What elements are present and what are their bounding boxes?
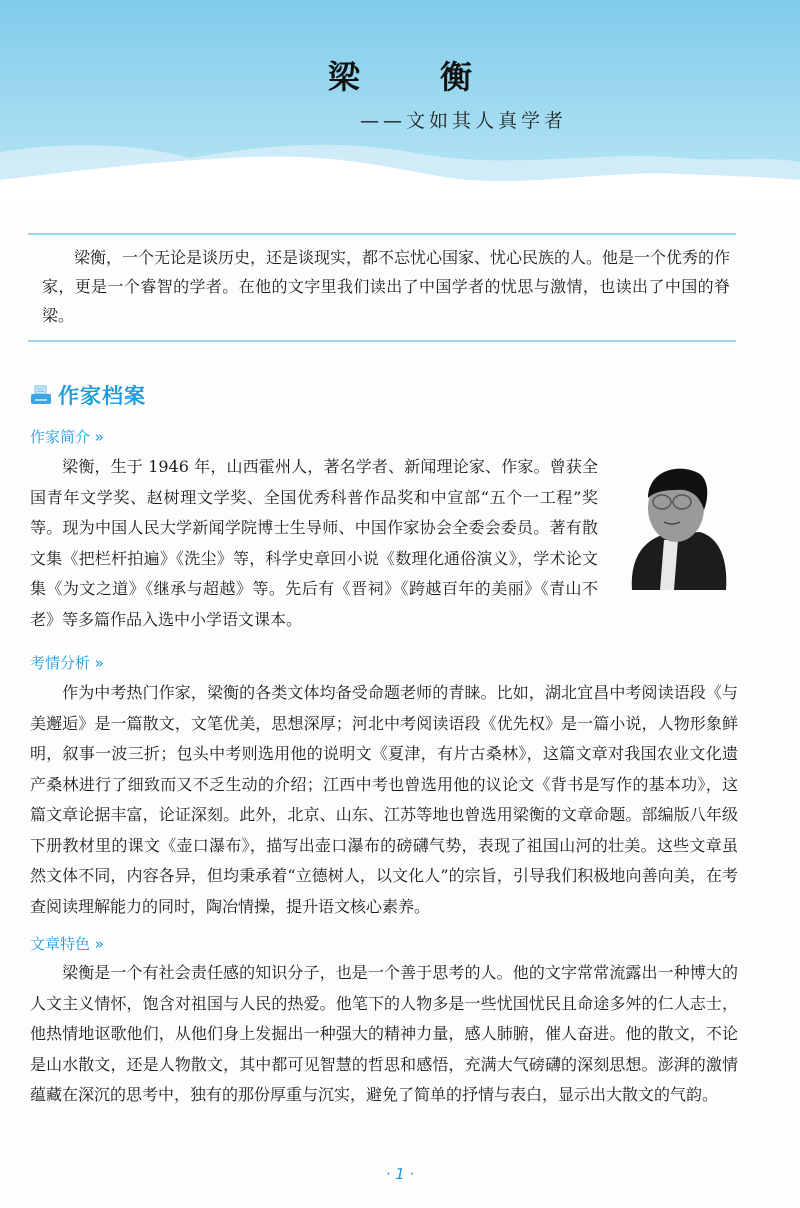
wave-decoration <box>0 140 800 200</box>
bio-text <box>30 452 598 635</box>
section-heading <box>30 380 146 410</box>
exam-analysis-content: 作为中考热门作家，梁衡的各类文体均备受命题老师的青睐。比如，湖北宜昌中考阅读语段《与美邂逅》是一篇散文，文笔优美，思想深厚；河北中考阅读语段《优先权》是一篇小说，人物形象鲜明，叙事一波三折；包头中考则选用他的说明文《夏津，有片古桑林》，这篇文章对我国农业文化遗产桑林进行了细致而又不乏生动的介绍；江西中考也曾选用他的议论文《背书是写作的基本功》，这篇文章论据丰富，论证深刻。此外，北京、山东、江苏等地也曾选用梁衡的文章命题。部编版八年级下册教材里的课文《壶口瀑布》，描写出壶口瀑布的磅礴气势，表现了祖国山河的壮美。这些文章虽然文体不同，内容各异，但均秉承着“立德树人，以文化人”的宗旨，引导我们积极地向善向美，在考查阅读理解能力的同时，陶冶情操，提升语文核心素养。 <box>30 683 738 916</box>
intro-text: 梁衡，一个无论是谈历史，还是谈现实，都不忘忧心国家、忧心民族的人。他是一个优秀的作家，更是一个睿智的学者。在他的文字里我们读出了中国学者的忧思与激情，也读出了中国的脊梁。 <box>42 248 731 325</box>
section-title: 作家档案 <box>58 384 146 408</box>
subsection-heading-exam: 考情分析 » <box>30 654 104 672</box>
page-subtitle: ——文如其人真学者 <box>360 110 568 132</box>
subsection-heading-bio: 作家简介 » <box>30 428 104 446</box>
features-content: 梁衡是一个有社会责任感的知识分子，也是一个善于思考的人。他的文字常常流露出一种博大的人文主义情怀，饱含对祖国与人民的热爱。他笔下的人物多是一些忧国忧民且命途多舛的仁人志士，他热情地讴歌他们，从他们身上发掘出一种强大的精神力量，感人肺腑，催人奋进。他的散文，不论是山水散文，还是人物散文，其中都可见智慧的哲思和感悟，充满大气磅礴的深刻思想。澎湃的激情蕴藏在深沉的思考中，独有的那份厚重与沉实，避免了简单的抒情与表白，显示出大散文的气韵。 <box>30 963 738 1104</box>
features-text <box>30 958 738 1111</box>
page-number: · 1 · <box>385 1165 415 1183</box>
intro-box <box>28 233 736 342</box>
page-header-banner <box>0 0 800 200</box>
author-portrait <box>620 460 732 590</box>
bio-text-content: 梁衡，生于 1946 年，山西霍州人，著名学者、新闻理论家、作家。曾获全国青年文学奖、赵树理文学奖、全国优秀科普作品奖和中宣部“五个一工程”奖等。现为中国人民大学新闻学院博士生导师、中国作家协会全委会委员。著有散文集《把栏杆拍遍》《洗尘》等，科学史章回小说《数理化通俗演义》，学术论文集《为文之道》《继承与超越》等。先后有《晋祠》《跨越百年的美丽》《青山不老》等多篇作品入选中小学语文课本。 <box>30 457 598 629</box>
exam-analysis-text <box>30 678 738 922</box>
printer-icon <box>30 385 52 405</box>
page-title: 梁 衡 <box>327 58 496 96</box>
subsection-heading-features: 文章特色 » <box>30 935 104 953</box>
